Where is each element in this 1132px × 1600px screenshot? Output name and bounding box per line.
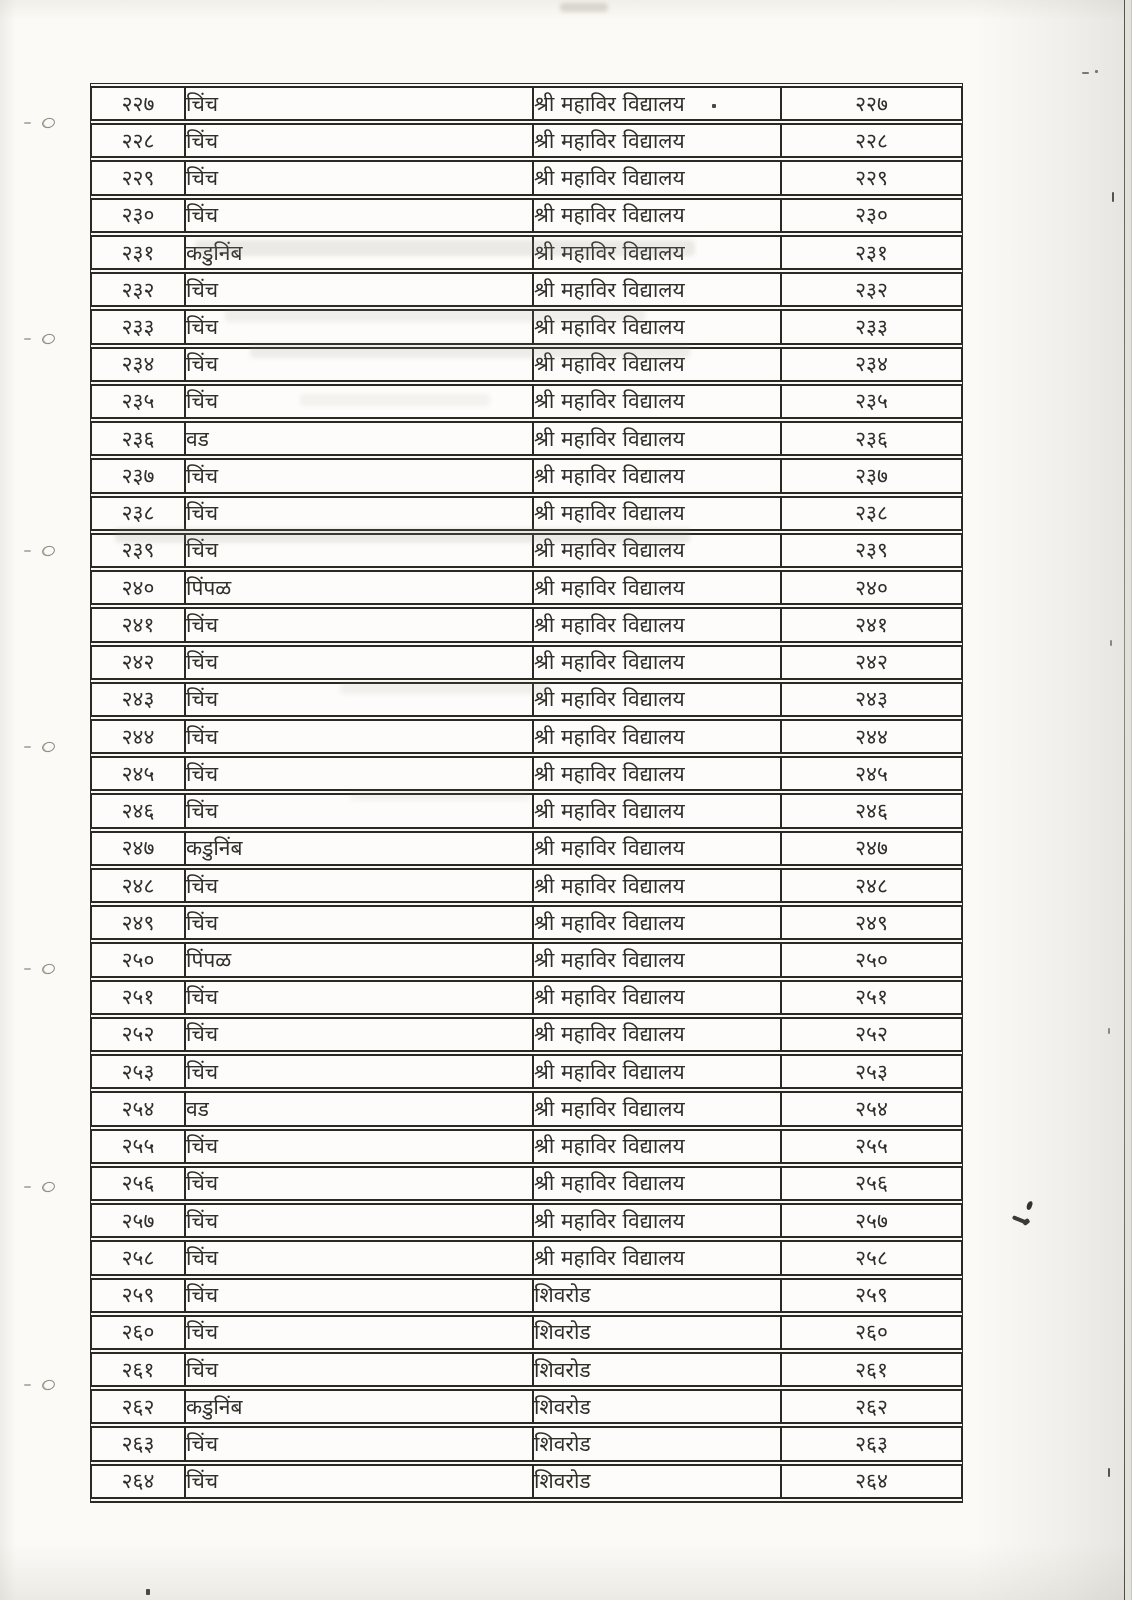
serial-number-cell: २३० xyxy=(91,198,185,233)
serial-repeat-cell: २५२ xyxy=(781,1017,962,1052)
table-row xyxy=(91,1240,962,1275)
serial-number-cell: २५८ xyxy=(91,1240,185,1275)
location-cell: श्री महाविर विद्यालय xyxy=(533,719,781,754)
tree-name-cell: चिंच xyxy=(185,160,533,195)
location-cell: श्री महाविर विद्यालय xyxy=(533,309,781,344)
table-row xyxy=(91,1203,962,1238)
tree-name-cell: चिंच xyxy=(185,1017,533,1052)
tree-name-cell: चिंच xyxy=(185,980,533,1015)
binding-mark xyxy=(41,1378,56,1392)
serial-repeat-cell: २५६ xyxy=(781,1166,962,1201)
location-cell: श्री महाविर विद्यालय xyxy=(533,980,781,1015)
location-cell: श्री महाविर विद्यालय xyxy=(533,421,781,456)
ink-speck xyxy=(1108,1468,1110,1477)
location-cell: श्री महाविर विद्यालय xyxy=(533,831,781,866)
serial-repeat-cell: २६० xyxy=(781,1315,962,1350)
tree-name-cell: कडुनिंब xyxy=(185,1389,533,1424)
tree-name-cell: चिंच xyxy=(185,1054,533,1089)
table-row xyxy=(91,1464,962,1499)
location-cell: श्री महाविर विद्यालय xyxy=(533,458,781,493)
tree-name-cell: चिंच xyxy=(185,682,533,717)
serial-repeat-cell: २५१ xyxy=(781,980,962,1015)
location-cell: श्री महाविर विद्यालय xyxy=(533,1054,781,1089)
serial-repeat-cell: २६४ xyxy=(781,1464,962,1499)
tree-name-cell: चिंच xyxy=(185,1464,533,1499)
serial-repeat-cell: २५५ xyxy=(781,1129,962,1164)
serial-number-cell: २५७ xyxy=(91,1203,185,1238)
serial-repeat-cell: २५९ xyxy=(781,1278,962,1313)
serial-number-cell: २३६ xyxy=(91,421,185,456)
table-row xyxy=(91,1389,962,1424)
table-row xyxy=(91,1091,962,1126)
serial-repeat-cell: २३६ xyxy=(781,421,962,456)
table-row xyxy=(91,123,962,158)
location-cell: श्री महाविर विद्यालय xyxy=(533,942,781,977)
location-cell: श्री महाविर विद्यालय xyxy=(533,86,781,121)
binding-dash xyxy=(24,968,31,970)
binding-mark xyxy=(41,740,56,754)
serial-repeat-cell: २४८ xyxy=(781,868,962,903)
serial-repeat-cell: २४० xyxy=(781,570,962,605)
serial-repeat-cell: २५० xyxy=(781,942,962,977)
tree-name-cell: कडुनिंब xyxy=(185,235,533,270)
location-cell: श्री महाविर विद्यालय xyxy=(533,1203,781,1238)
serial-number-cell: २४२ xyxy=(91,645,185,680)
binding-mark xyxy=(41,116,56,130)
serial-repeat-cell: २४२ xyxy=(781,645,962,680)
tree-name-cell: चिंच xyxy=(185,384,533,419)
serial-number-cell: २४० xyxy=(91,570,185,605)
bleedthrough-smudge xyxy=(225,308,645,322)
tree-name-cell: चिंच xyxy=(185,198,533,233)
tree-name-cell: चिंच xyxy=(185,86,533,121)
location-cell: श्री महाविर विद्यालय xyxy=(533,160,781,195)
table-row xyxy=(91,198,962,233)
bleedthrough-smudge xyxy=(300,394,490,406)
serial-number-cell: २३९ xyxy=(91,533,185,568)
tree-name-cell: चिंच xyxy=(185,1352,533,1387)
bleedthrough-smudge xyxy=(195,240,695,256)
tree-name-cell: चिंच xyxy=(185,1315,533,1350)
table-row xyxy=(91,607,962,642)
serial-number-cell: २४५ xyxy=(91,756,185,791)
tree-name-cell: चिंच xyxy=(185,309,533,344)
location-cell: श्री महाविर विद्यालय xyxy=(533,645,781,680)
serial-number-cell: २३७ xyxy=(91,458,185,493)
tree-name-cell: चिंच xyxy=(185,905,533,940)
location-cell: श्री महाविर विद्यालय xyxy=(533,793,781,828)
location-cell: श्री महाविर विद्यालय xyxy=(533,123,781,158)
serial-number-cell: २५० xyxy=(91,942,185,977)
bleedthrough-smudge xyxy=(115,528,690,543)
serial-number-cell: २५५ xyxy=(91,1129,185,1164)
location-cell: शिवरोड xyxy=(533,1278,781,1313)
table-row xyxy=(91,1426,962,1461)
location-cell: श्री महाविर विद्यालय xyxy=(533,347,781,382)
table-row xyxy=(91,160,962,195)
ink-speck xyxy=(1082,72,1089,74)
serial-number-cell: २३८ xyxy=(91,496,185,531)
serial-repeat-cell: २३८ xyxy=(781,496,962,531)
table-row xyxy=(91,86,962,121)
serial-repeat-cell: २४३ xyxy=(781,682,962,717)
bleedthrough-smudge xyxy=(350,790,530,801)
serial-number-cell: २५६ xyxy=(91,1166,185,1201)
table-row xyxy=(91,1166,962,1201)
serial-number-cell: २५९ xyxy=(91,1278,185,1313)
serial-number-cell: २४१ xyxy=(91,607,185,642)
serial-repeat-cell: २३५ xyxy=(781,384,962,419)
location-cell: शिवरोड xyxy=(533,1464,781,1499)
ink-speck xyxy=(146,1589,150,1595)
binding-mark xyxy=(41,962,56,976)
location-cell: श्री महाविर विद्यालय xyxy=(533,272,781,307)
table-row xyxy=(91,1352,962,1387)
table-row xyxy=(91,980,962,1015)
table-row xyxy=(91,942,962,977)
serial-number-cell: २६४ xyxy=(91,1464,185,1499)
location-cell: श्री महाविर विद्यालय xyxy=(533,682,781,717)
serial-number-cell: २६३ xyxy=(91,1426,185,1461)
tree-name-cell: वड xyxy=(185,1091,533,1126)
ink-speck xyxy=(1110,640,1112,646)
location-cell: श्री महाविर विद्यालय xyxy=(533,198,781,233)
binding-dash xyxy=(24,550,31,552)
serial-number-cell: २४९ xyxy=(91,905,185,940)
location-cell: श्री महाविर विद्यालय xyxy=(533,1091,781,1126)
serial-number-cell: २५१ xyxy=(91,980,185,1015)
pen-mark xyxy=(1026,1200,1034,1210)
serial-number-cell: २४७ xyxy=(91,831,185,866)
serial-number-cell: २४३ xyxy=(91,682,185,717)
tree-name-cell: चिंच xyxy=(185,496,533,531)
table-row xyxy=(91,458,962,493)
serial-number-cell: २४४ xyxy=(91,719,185,754)
serial-repeat-cell: २३७ xyxy=(781,458,962,493)
serial-number-cell: २४८ xyxy=(91,868,185,903)
binding-dash xyxy=(24,122,31,124)
serial-number-cell: २२९ xyxy=(91,160,185,195)
location-cell: शिवरोड xyxy=(533,1352,781,1387)
serial-repeat-cell: २३९ xyxy=(781,533,962,568)
table-row xyxy=(91,496,962,531)
tree-name-cell: चिंच xyxy=(185,1240,533,1275)
tree-name-cell: चिंच xyxy=(185,1129,533,1164)
serial-repeat-cell: २५८ xyxy=(781,1240,962,1275)
tree-name-cell: पिंपळ xyxy=(185,570,533,605)
serial-repeat-cell: २६२ xyxy=(781,1389,962,1424)
table-row xyxy=(91,831,962,866)
serial-number-cell: २२८ xyxy=(91,123,185,158)
binding-dash xyxy=(24,746,31,748)
table-row xyxy=(91,645,962,680)
location-cell: शिवरोड xyxy=(533,1315,781,1350)
serial-repeat-cell: २५४ xyxy=(781,1091,962,1126)
location-cell: श्री महाविर विद्यालय xyxy=(533,1017,781,1052)
tree-name-cell: चिंच xyxy=(185,719,533,754)
serial-repeat-cell: २३३ xyxy=(781,309,962,344)
binding-dash xyxy=(24,1384,31,1386)
location-cell: श्री महाविर विद्यालय xyxy=(533,607,781,642)
table-row xyxy=(91,719,962,754)
binding-dash xyxy=(24,1186,31,1188)
binding-mark xyxy=(41,1180,56,1194)
bleedthrough-smudge xyxy=(560,3,608,12)
table-row xyxy=(91,756,962,791)
serial-repeat-cell: २३४ xyxy=(781,347,962,382)
location-cell: श्री महाविर विद्यालय xyxy=(533,570,781,605)
tree-name-cell: चिंच xyxy=(185,1426,533,1461)
serial-number-cell: २५४ xyxy=(91,1091,185,1126)
serial-number-cell: २६० xyxy=(91,1315,185,1350)
tree-name-cell: चिंच xyxy=(185,793,533,828)
serial-repeat-cell: २४६ xyxy=(781,793,962,828)
table-row xyxy=(91,272,962,307)
table-row xyxy=(91,1278,962,1313)
ink-speck xyxy=(1108,1028,1110,1034)
binding-mark xyxy=(41,544,56,558)
table-row xyxy=(91,1315,962,1350)
serial-repeat-cell: २६३ xyxy=(781,1426,962,1461)
table-row xyxy=(91,570,962,605)
location-cell: शिवरोड xyxy=(533,1389,781,1424)
table-row xyxy=(91,384,962,419)
serial-repeat-cell: २४४ xyxy=(781,719,962,754)
serial-number-cell: २३४ xyxy=(91,347,185,382)
serial-number-cell: २४६ xyxy=(91,793,185,828)
serial-number-cell: २६२ xyxy=(91,1389,185,1424)
serial-repeat-cell: २३० xyxy=(781,198,962,233)
scanner-background-band xyxy=(1125,0,1132,1600)
tree-name-cell: चिंच xyxy=(185,458,533,493)
tree-name-cell: चिंच xyxy=(185,756,533,791)
serial-number-cell: २३२ xyxy=(91,272,185,307)
tree-name-cell: चिंच xyxy=(185,868,533,903)
serial-repeat-cell: २५७ xyxy=(781,1203,962,1238)
location-cell: शिवरोड xyxy=(533,1426,781,1461)
ink-speck xyxy=(712,104,716,108)
serial-repeat-cell: २६१ xyxy=(781,1352,962,1387)
serial-repeat-cell: २३२ xyxy=(781,272,962,307)
location-cell: श्री महाविर विद्यालय xyxy=(533,756,781,791)
ink-speck xyxy=(1112,192,1114,202)
serial-repeat-cell: २४५ xyxy=(781,756,962,791)
location-cell: श्री महाविर विद्यालय xyxy=(533,235,781,270)
tree-name-cell: चिंच xyxy=(185,607,533,642)
location-cell: श्री महाविर विद्यालय xyxy=(533,384,781,419)
table-row xyxy=(91,421,962,456)
serial-number-cell: २५२ xyxy=(91,1017,185,1052)
serial-repeat-cell: २४१ xyxy=(781,607,962,642)
serial-number-cell: २२७ xyxy=(91,86,185,121)
serial-number-cell: २३१ xyxy=(91,235,185,270)
location-cell: श्री महाविर विद्यालय xyxy=(533,868,781,903)
serial-number-cell: २६१ xyxy=(91,1352,185,1387)
serial-repeat-cell: २४९ xyxy=(781,905,962,940)
serial-number-cell: २५३ xyxy=(91,1054,185,1089)
bleedthrough-smudge xyxy=(340,682,550,694)
tree-name-cell: चिंच xyxy=(185,533,533,568)
table-row xyxy=(91,868,962,903)
table-row xyxy=(91,1129,962,1164)
serial-repeat-cell: २३१ xyxy=(781,235,962,270)
serial-number-cell: २३३ xyxy=(91,309,185,344)
pen-mark xyxy=(1012,1215,1028,1225)
binding-dash xyxy=(24,338,31,340)
location-cell: श्री महाविर विद्यालय xyxy=(533,1129,781,1164)
serial-repeat-cell: २२८ xyxy=(781,123,962,158)
location-cell: श्री महाविर विद्यालय xyxy=(533,533,781,568)
location-cell: श्री महाविर विद्यालय xyxy=(533,1166,781,1201)
table-row xyxy=(91,1054,962,1089)
tree-name-cell: वड xyxy=(185,421,533,456)
tree-name-cell: चिंच xyxy=(185,272,533,307)
tree-name-cell: कडुनिंब xyxy=(185,831,533,866)
table-row xyxy=(91,905,962,940)
serial-repeat-cell: २५३ xyxy=(781,1054,962,1089)
tree-name-cell: चिंच xyxy=(185,1166,533,1201)
table-row xyxy=(91,1017,962,1052)
location-cell: श्री महाविर विद्यालय xyxy=(533,905,781,940)
tree-name-cell: चिंच xyxy=(185,1278,533,1313)
tree-name-cell: चिंच xyxy=(185,645,533,680)
serial-repeat-cell: २२९ xyxy=(781,160,962,195)
binding-mark xyxy=(41,332,56,346)
tree-name-cell: पिंपळ xyxy=(185,942,533,977)
bleedthrough-smudge xyxy=(250,344,690,358)
serial-repeat-cell: २२७ xyxy=(781,86,962,121)
serial-repeat-cell: २४७ xyxy=(781,831,962,866)
tree-name-cell: चिंच xyxy=(185,347,533,382)
tree-name-cell: चिंच xyxy=(185,1203,533,1238)
location-cell: श्री महाविर विद्यालय xyxy=(533,1240,781,1275)
serial-number-cell: २३५ xyxy=(91,384,185,419)
tree-name-cell: चिंच xyxy=(185,123,533,158)
location-cell: श्री महाविर विद्यालय xyxy=(533,496,781,531)
ink-speck xyxy=(1095,70,1098,73)
